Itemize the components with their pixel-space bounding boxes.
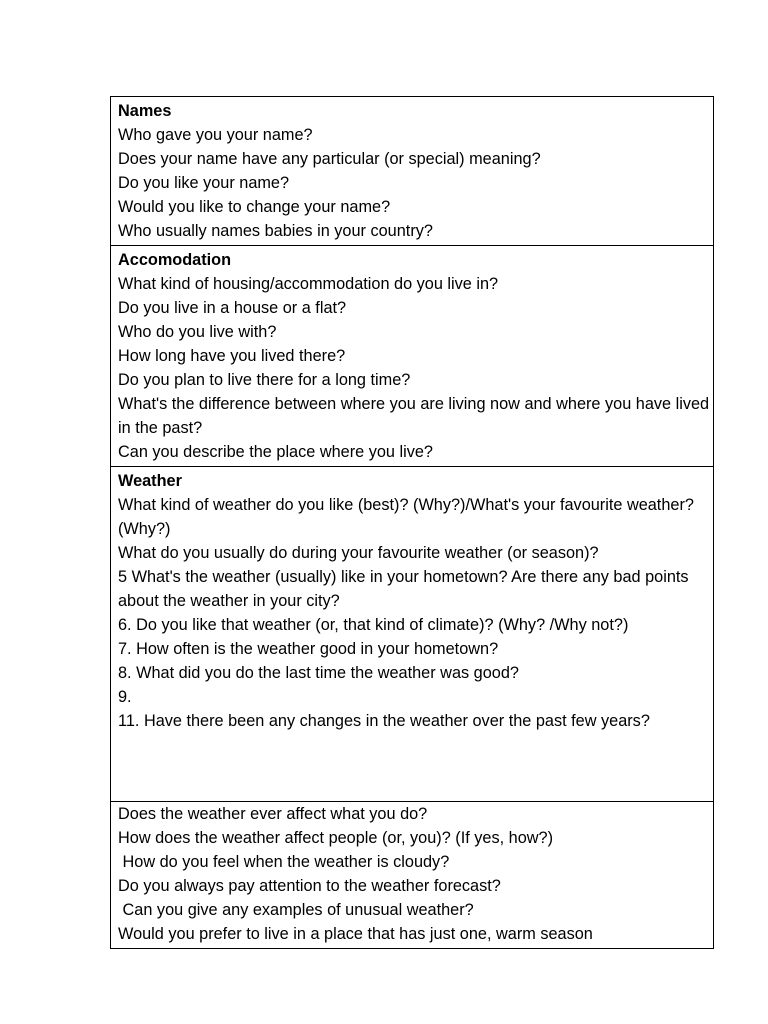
questions-table bbox=[110, 96, 714, 949]
question-line: How long have you lived there? bbox=[118, 347, 346, 365]
section-names-row bbox=[111, 97, 714, 246]
question-line: 5 What's the weather (usually) like in your hometown? Are there any bad points about the weather in your city? bbox=[118, 568, 694, 610]
question-line: 7. How often is the weather good in your hometown? bbox=[118, 640, 499, 658]
section-accommodation-cell bbox=[111, 246, 714, 467]
question-line: Who usually names babies in your country? bbox=[118, 222, 433, 240]
question-line: Do you live in a house or a flat? bbox=[118, 299, 347, 317]
question-line: 6. Do you like that weather (or, that kind of climate)? (Why? /Why not?) bbox=[118, 616, 629, 634]
section-heading: Accomodation bbox=[118, 251, 232, 269]
section-heading: Names bbox=[118, 102, 172, 120]
question-line: What's the difference between where you are living now and where you have lived in the past? bbox=[118, 395, 714, 437]
section-weather-extra-cell bbox=[111, 802, 714, 949]
question-line: Who do you live with? bbox=[118, 323, 277, 341]
question-line: Do you plan to live there for a long time? bbox=[118, 371, 411, 389]
question-line: Do you like your name? bbox=[118, 174, 290, 192]
section-weather-cell bbox=[111, 467, 714, 802]
question-line: How does the weather affect people (or, you)? (If yes, how?) bbox=[118, 829, 554, 847]
question-line: Would you prefer to live in a place that has just one, warm season bbox=[118, 925, 593, 943]
question-line: Does your name have any particular (or special) meaning? bbox=[118, 150, 541, 168]
question-line: Who gave you your name? bbox=[118, 126, 313, 144]
question-line: Do you always pay attention to the weather forecast? bbox=[118, 877, 501, 895]
question-line: 8. What did you do the last time the weather was good? bbox=[118, 664, 519, 682]
section-heading: Weather bbox=[118, 472, 182, 490]
question-line: Can you give any examples of unusual weather? bbox=[118, 901, 474, 919]
question-line: Does the weather ever affect what you do? bbox=[118, 805, 428, 823]
question-line: How do you feel when the weather is cloudy? bbox=[118, 853, 450, 871]
question-line: Would you like to change your name? bbox=[118, 198, 391, 216]
section-weather-row bbox=[111, 467, 714, 802]
section-names-cell bbox=[111, 97, 714, 246]
section-weather-extra-row bbox=[111, 802, 714, 949]
question-line: 9. bbox=[118, 688, 132, 706]
section-accommodation-row bbox=[111, 246, 714, 467]
question-line: What do you usually do during your favourite weather (or season)? bbox=[118, 544, 599, 562]
question-line: Can you describe the place where you live? bbox=[118, 443, 433, 461]
question-line: What kind of housing/accommodation do you live in? bbox=[118, 275, 499, 293]
question-line: What kind of weather do you like (best)? (Why?)/What's your favourite weather? (Why?) bbox=[118, 496, 699, 538]
question-line: 11. Have there been any changes in the weather over the past few years? bbox=[118, 712, 650, 730]
